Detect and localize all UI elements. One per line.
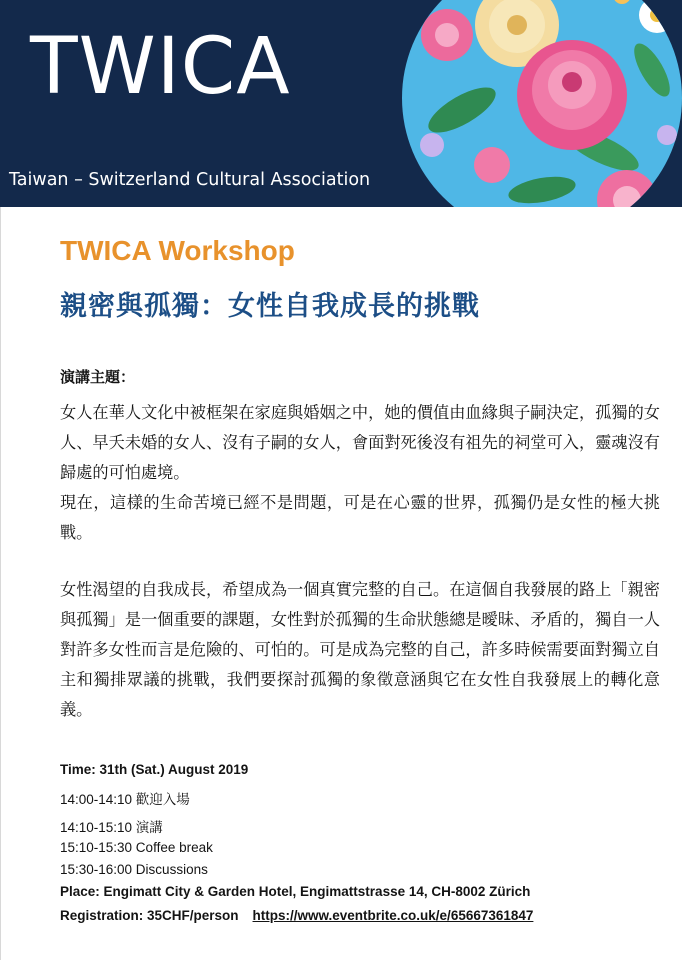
registration-line (60, 908, 533, 923)
registration-link[interactable]: https://www.eventbrite.co.uk/e/65667361847 (252, 908, 534, 923)
registration-fee: Registration: 35CHF/person (60, 908, 239, 923)
header-banner (0, 0, 682, 207)
page-border (0, 207, 1, 960)
event-place: Place: Engimatt City & Garden Hotel, Engimattstrasse 14, CH-8002 Zürich (60, 884, 531, 899)
schedule-item: 15:30-16:00 Discussions (60, 862, 208, 877)
logo-text: TWICA (30, 22, 291, 112)
workshop-subtitle: 親密與孤獨：女性自我成長的挑戰 (60, 291, 480, 322)
topic-paragraph: 女性渴望的自我成長，希望成為一個真實完整的自己。在這個自我發展的路上「親密與孤獨」是一個重要的課題，女性對於孤獨的生命狀態總是曖昧、矛盾的，獨自一人對許多女性而言是危險的、可怕的。可是成為完整的自己，許多時候需要面對獨立自主和獨排眾議的挑戰，我們要探討孤獨的象徵意涵與它在女性自我發展上的轉化意義。 (60, 580, 660, 719)
paragraph-part: 女人在華人文化中被框架在家庭與婚姻之中，她的價值由血緣與子嗣決定，孤獨的女人、早夭未婚的女人、沒有子嗣的女人，會面對死後沒有祖先的祠堂可入，靈魂沒有歸處的可怕處境。 (60, 403, 660, 482)
topic-label: 演講主題： (60, 368, 136, 386)
topic-paragraph (60, 398, 660, 548)
association-tagline: Taiwan – Switzerland Cultural Association (9, 170, 371, 190)
schedule-item: 14:10-15:10 演講 (60, 820, 163, 835)
floral-circle-image (392, 0, 682, 207)
workshop-title: TWICA Workshop (60, 235, 295, 266)
schedule-item: 15:10-15:30 Coffee break (60, 840, 213, 855)
schedule-item: 14:00-14:10 歡迎入場 (60, 792, 190, 807)
paragraph-part: 現在，這樣的生命苦境已經不是問題，可是在心靈的世界，孤獨仍是女性的極大挑戰。 (60, 493, 660, 542)
event-time: Time: 31th (Sat.) August 2019 (60, 762, 249, 777)
